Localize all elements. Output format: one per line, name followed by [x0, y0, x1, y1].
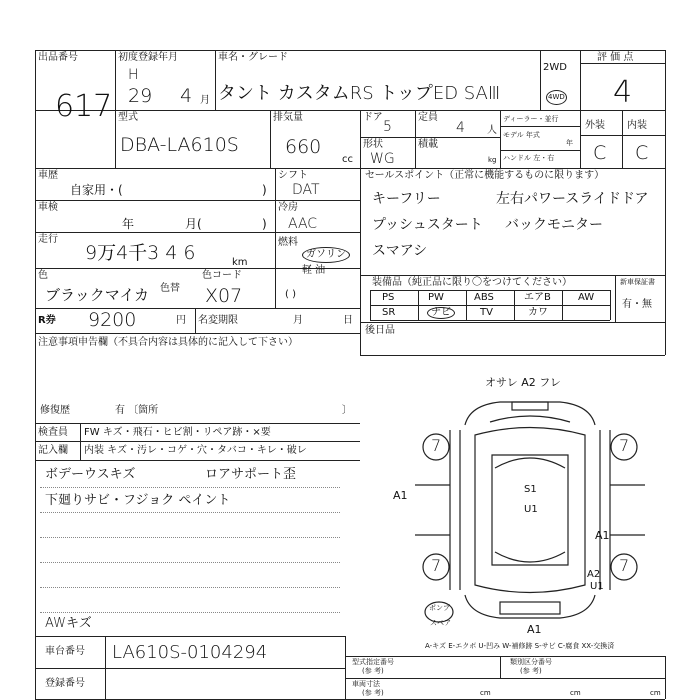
frame-line [370, 290, 371, 320]
name-change-label: 名変期限 [198, 315, 238, 326]
door-label: ドア [363, 112, 383, 123]
r-label: R券 [38, 315, 56, 326]
frame-line [360, 355, 665, 356]
fuel-paren: ( ) [285, 289, 296, 300]
frame-line [665, 50, 666, 355]
warranty-value: 有・無 [622, 299, 652, 310]
lot-number: 617 [55, 89, 113, 124]
equip-navi: ナビ [427, 307, 455, 319]
sales-item: スマアシ [372, 243, 428, 259]
recorder-items: 内装 キズ・汚レ・コゲ・穴・タバコ・キレ・破レ [84, 445, 307, 456]
frame-line [360, 322, 665, 323]
pump-label: ポンプ [429, 604, 450, 612]
spare-label: スペア [430, 619, 451, 627]
frame-line [500, 656, 501, 678]
repair-label: 修復歴 [40, 405, 70, 416]
frame-line [514, 290, 515, 320]
capacity-unit: 人 [487, 125, 497, 136]
mileage-value: 9万4千3 4 6 [85, 242, 196, 264]
dealer-label: ディーラー・並行 [503, 115, 559, 123]
frame-line [360, 110, 361, 355]
car-outline [490, 416, 570, 422]
name-change-month: 月 [293, 315, 303, 326]
interior-label: 内装 [627, 120, 647, 131]
frame-line [35, 423, 360, 424]
inspector-items: FW キズ・飛石・ヒビ割・リペア跡・×要 [84, 427, 271, 438]
drive-4wd: 4WD [546, 90, 567, 105]
frame-line [35, 460, 360, 461]
inspection-close: ) [262, 217, 267, 231]
frame-line [215, 50, 216, 110]
classification-label: 類別区分番号 [510, 658, 552, 666]
exterior-grade: C [593, 142, 607, 164]
frame-line [345, 656, 665, 657]
ac-label: 冷房 [278, 202, 298, 213]
car-outline [512, 402, 548, 410]
chassis-label: 車台番号 [45, 646, 85, 657]
repair-close: 〕 [342, 405, 352, 416]
equip-tv: TV [480, 307, 493, 318]
equip-pw: PW [428, 292, 444, 303]
frame-line [370, 290, 610, 291]
equip-airbag: エアB [524, 292, 551, 303]
frame-line [370, 320, 610, 321]
shift-value: DAT [292, 182, 320, 198]
displacement-label: 排気量 [273, 112, 303, 123]
ref-label: (参 考) [362, 667, 384, 675]
type-value: DBA-LA610S [120, 134, 239, 156]
exterior-label: 外装 [585, 120, 605, 131]
frame-line [275, 168, 276, 308]
era: H [128, 67, 139, 83]
month: 4 [180, 85, 193, 107]
r-unit: 円 [176, 315, 186, 326]
cm-unit: cm [480, 689, 491, 697]
displacement-unit: cc [342, 154, 353, 165]
name-change-day: 日 [343, 315, 353, 326]
inspector-label: 検査員 [38, 427, 68, 438]
inspection-label: 車検 [38, 202, 58, 213]
type-label: 型式 [118, 112, 138, 123]
drive-2wd: 2WD [543, 62, 567, 73]
sales-item: プッシュスタート [372, 217, 483, 233]
frame-line [500, 110, 501, 168]
color-label: 色 [38, 270, 48, 281]
car-outline [495, 458, 565, 468]
damage-mark: S1 [524, 484, 537, 495]
frame-line [105, 636, 106, 699]
model-name: タント カスタムRS トップED SAⅢ [218, 83, 501, 104]
notes-label: 注意事項申告欄（不具合内容は具体的に記入して下さい） [38, 337, 298, 348]
equip-ps: PS [382, 292, 395, 303]
frame-line [665, 656, 666, 699]
equip-aw: AW [578, 292, 595, 303]
frame-line [466, 290, 467, 320]
month-unit: 月 [200, 95, 210, 106]
frame-line [562, 290, 563, 320]
shape-label: 形状 [363, 139, 383, 150]
recorder-label: 記入欄 [38, 445, 68, 456]
note-line [40, 512, 340, 513]
grade-label: 評 価 点 [597, 52, 634, 63]
frame-line [415, 110, 416, 168]
r-value: 9200 [88, 309, 137, 331]
year: 29 [128, 85, 153, 107]
note-line [40, 587, 340, 588]
capacity-label: 定員 [418, 112, 438, 123]
damage-mark: A1 [527, 623, 542, 636]
frame-line [360, 275, 665, 276]
door-value: 5 [383, 119, 392, 135]
note-line [40, 612, 340, 613]
tire-mark: 7 [431, 436, 442, 455]
tire-mark: 7 [619, 556, 630, 575]
car-outline [600, 430, 610, 590]
frame-line [35, 200, 360, 201]
frame-line [615, 275, 616, 322]
note-line [40, 487, 340, 488]
frame-line [35, 308, 360, 309]
history-value: 自家用・( [70, 183, 123, 197]
frame-line [35, 333, 360, 334]
fuel-value: ガソリン [302, 247, 350, 263]
frame-line [345, 678, 665, 679]
frame-line [35, 50, 36, 700]
damage-mark: A1 [595, 529, 610, 542]
sales-item: 左右パワースライドドア [496, 191, 649, 207]
reg-label: 登録番号 [45, 678, 85, 689]
first-reg-label: 初度登録年月 [118, 52, 178, 63]
equip-abs: ABS [474, 292, 494, 303]
frame-line [35, 668, 345, 669]
equip-leather: カワ [528, 307, 548, 318]
grade-value: 4 [613, 75, 633, 110]
car-outline [450, 430, 460, 590]
frame-line [115, 50, 116, 168]
load-unit: kg [488, 156, 497, 164]
interior-grade: C [635, 142, 649, 164]
inspection-year: 年 [122, 217, 135, 231]
ref-label: (参 考) [520, 667, 542, 675]
frame-line [35, 50, 665, 51]
damage-legend: A-キズ E-エクボ U-凹み W-補修跡 S-サビ C-腐食 XX-交換済 [425, 642, 615, 650]
frame-line [540, 50, 541, 110]
frame-line [418, 290, 419, 320]
frame-line [500, 150, 580, 151]
inspection-note: AWキズ [45, 616, 92, 631]
cm-unit: cm [570, 689, 581, 697]
damage-mark: A1 [393, 489, 408, 502]
car-outline [465, 402, 595, 425]
equipment-label: 装備品（純正品に限り〇をつけてください） [372, 277, 572, 288]
frame-line [610, 290, 611, 320]
handle-label: ハンドル 左・右 [503, 154, 555, 162]
sales-label: セールスポイント（正常に機能するものに限ります） [365, 170, 605, 181]
shift-label: シフト [278, 170, 308, 181]
model-year-label: モデル 年式 [503, 131, 540, 139]
length-label: 車両寸法 [352, 680, 380, 688]
frame-line [35, 232, 360, 233]
sales-item: キーフリー [372, 191, 441, 207]
damage-mark: U1 [590, 581, 604, 592]
damage-mark: A2 [587, 569, 601, 580]
diagram-top-labels: オサレ A2 フレ [485, 376, 561, 389]
inspection-note: 下廻りサビ・フジョク ペイント [45, 493, 231, 508]
color-change-label: 色替 [160, 283, 180, 294]
displacement-value: 660 [285, 136, 322, 158]
tire-mark: 7 [431, 556, 442, 575]
car-outline [495, 552, 565, 562]
inspection-note: ボデーウスキズ [45, 467, 136, 482]
chassis-value: LA610S-0104294 [112, 642, 268, 663]
equip-sr: SR [382, 307, 396, 318]
fuel-value-2: 軽 油 [302, 265, 326, 276]
ac-value: AAC [288, 216, 318, 232]
frame-line [35, 168, 665, 169]
capacity-value: 4 [456, 120, 465, 136]
history-label: 車歴 [38, 170, 58, 181]
history-close: ) [262, 183, 267, 197]
frame-line [622, 110, 623, 168]
lot-label: 出品番号 [38, 52, 78, 63]
frame-line [35, 441, 360, 442]
note-line [40, 562, 340, 563]
frame-line [195, 308, 196, 333]
shape-value: WG [370, 151, 395, 167]
inspection-month: 月( [185, 217, 202, 231]
warranty-label: 新車保証書 [620, 278, 655, 286]
car-outline [500, 602, 560, 614]
frame-line [35, 636, 345, 637]
year-unit: 年 [566, 139, 573, 147]
color-code-label: 色コード [202, 270, 242, 281]
mileage-unit: km [232, 257, 248, 268]
frame-line [580, 63, 665, 64]
fuel-label: 燃料 [278, 237, 298, 248]
frame-line [270, 110, 271, 168]
inspection-note: ロアサポート歪 [205, 467, 297, 482]
frame-line [500, 126, 580, 127]
type-designation-label: 型式指定番号 [352, 658, 394, 666]
tire-mark: 7 [619, 436, 630, 455]
sales-item: バックモニター [505, 217, 603, 233]
color-code-value: X07 [205, 285, 243, 307]
color-value: ブラックマイカ [45, 286, 149, 304]
ref-label: (参 考) [362, 689, 384, 697]
cm-unit: cm [650, 689, 661, 697]
mileage-label: 走行 [38, 234, 58, 245]
frame-line [580, 50, 581, 168]
damage-mark: U1 [524, 504, 538, 515]
frame-line [35, 110, 665, 111]
model-label: 車名・グレード [218, 52, 288, 63]
frame-line [370, 305, 610, 306]
load-label: 積載 [418, 139, 438, 150]
repair-has: 有 〔箇所 [115, 405, 159, 416]
after-label: 後日品 [365, 325, 395, 336]
note-line [40, 537, 340, 538]
frame-line [345, 636, 346, 699]
frame-line [360, 137, 500, 138]
